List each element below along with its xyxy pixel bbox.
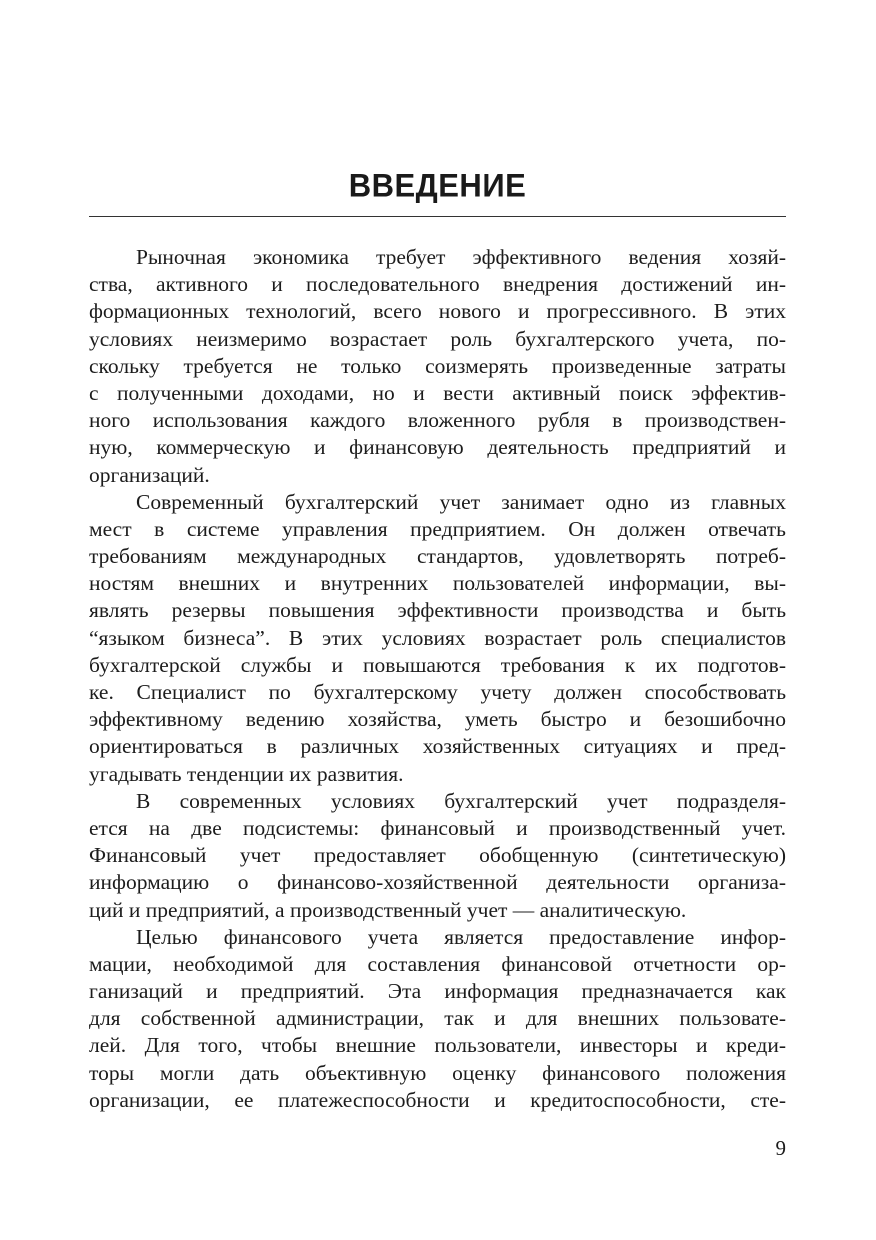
text-line: мации, необходимой для составления финансовой отчетности ор- bbox=[89, 951, 786, 976]
chapter-heading: ВВЕДЕНИЕ bbox=[348, 167, 527, 204]
text-line: ке. Специалист по бухгалтерскому учету должен способствовать bbox=[89, 680, 786, 704]
text-line: информацию о финансово-хозяйственной деятельности организа- bbox=[89, 870, 786, 895]
text-line: ганизаций и предприятий. Эта информация предназначается как bbox=[89, 979, 786, 1004]
text-line: ностям внешних и внутренних пользователей информации, вы- bbox=[89, 571, 786, 596]
text-line: условиях неизмеримо возрастает роль бухгалтерского учета, по- bbox=[89, 326, 786, 351]
text-line: Современный бухгалтерский учет занимает одно из главных bbox=[136, 489, 786, 514]
text-line: торы могли дать объективную оценку финансового положения bbox=[89, 1060, 786, 1085]
text-line: лей. Для того, чтобы внешние пользователи, инвесторы и креди- bbox=[89, 1033, 786, 1058]
text-line: Целью финансового учета является предоставление инфор- bbox=[136, 924, 786, 949]
text-line: для собственной администрации, так и для внешних пользовате- bbox=[89, 1006, 786, 1031]
text-line: угадывать тенденции их развития. bbox=[89, 761, 404, 786]
text-line: эффективному ведению хозяйства, уметь быстро и безошибочно bbox=[89, 707, 786, 732]
text-line: ную, коммерческую и финансовую деятельность предприятий и bbox=[89, 435, 786, 460]
page-number: 9 bbox=[775, 1136, 786, 1160]
text-line: организаций. bbox=[89, 462, 210, 487]
text-line: Рыночная экономика требует эффективного ведения хозяй- bbox=[136, 245, 786, 269]
text-line: являть резервы повышения эффективности производства и быть bbox=[89, 598, 786, 623]
text-line: ется на две подсистемы: финансовый и производственный учет. bbox=[89, 815, 786, 840]
text-line: ства, активного и последовательного внедрения достижений ин- bbox=[89, 272, 786, 297]
text-line: ориентироваться в различных хозяйственных ситуациях и пред- bbox=[89, 734, 786, 759]
text-line: с полученными доходами, но и вести активный поиск эффектив- bbox=[89, 380, 786, 405]
text-line: требованиям международных стандартов, удовлетворять потреб- bbox=[89, 544, 786, 569]
book-page bbox=[89, 0, 786, 1240]
text-line: скольку требуется не только соизмерять произведенные затраты bbox=[89, 353, 786, 378]
text-line: “языком бизнеса”. В этих условиях возрастает роль специалистов bbox=[89, 625, 786, 650]
text-line: В современных условиях бухгалтерский учет подразделя- bbox=[136, 788, 786, 813]
text-line: ного использования каждого вложенного рубля в производствен- bbox=[89, 408, 786, 433]
text-line: мест в системе управления предприятием. Он должен отвечать bbox=[89, 516, 786, 541]
text-line: бухгалтерской службы и повышаются требования к их подготов- bbox=[89, 652, 786, 677]
text-line: ций и предприятий, а производственный учет — аналитическую. bbox=[89, 897, 687, 922]
body-text bbox=[89, 244, 786, 1114]
text-line: формационных технологий, всего нового и прогрессивного. В этих bbox=[89, 299, 786, 324]
text-line: Финансовый учет предоставляет обобщенную (синтетическую) bbox=[89, 843, 786, 868]
text-line: организации, ее платежеспособности и кредитоспособности, сте- bbox=[89, 1087, 786, 1112]
heading-divider bbox=[89, 216, 786, 217]
